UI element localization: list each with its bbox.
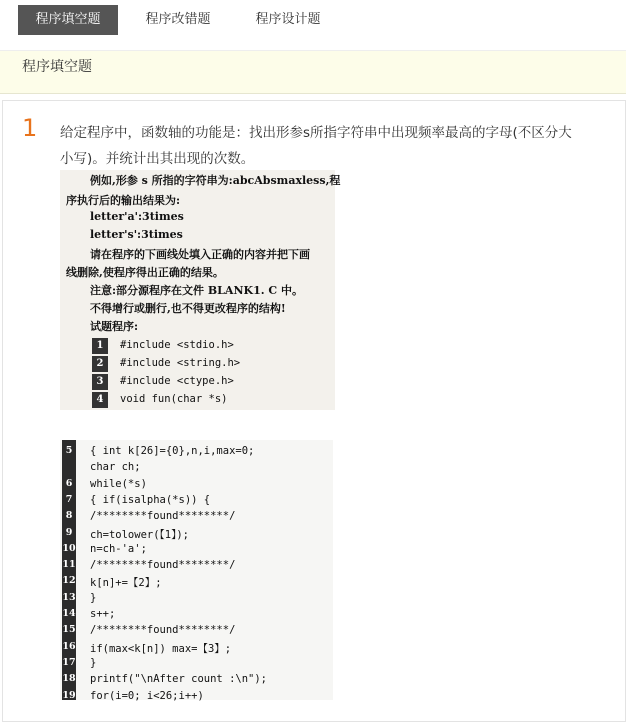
question-image-part2 <box>60 440 333 700</box>
code-line: { if(isalpha(*s)) { <box>90 493 211 506</box>
scan-text-line: 例如,形参 s 所指的字符串为:abcAbsmaxless,程 <box>90 174 341 187</box>
code-line-number: 8 <box>65 510 73 522</box>
code-line: { int k[26]={0},n,i,max=0; <box>90 445 255 457</box>
section-title: 程序填空题 <box>22 59 92 75</box>
code-line: #include <stdio.h> <box>120 339 234 351</box>
code-line-number: 1 <box>92 338 108 354</box>
code-line: while(*s) <box>90 477 147 490</box>
code-line: if(max<k[n]) max=【3】; <box>90 642 232 655</box>
scan-text-line: 不得增行或删行,也不得更改程序的结构! <box>90 302 286 315</box>
code-line: n=ch-'a'; <box>90 542 147 555</box>
code-line-number: 12 <box>62 575 76 587</box>
code-line-number: 11 <box>62 559 76 571</box>
code-line: } <box>90 656 97 669</box>
scan-text-line: 试题程序: <box>90 320 139 333</box>
scan-text-line: 注意:部分源程序在文件 BLANK1. C 中。 <box>90 284 303 297</box>
scan-text-line: letter'a':3times <box>90 210 184 223</box>
tab-fix-error[interactable]: 程序改错题 <box>145 12 211 27</box>
scan-text-line: letter's':3times <box>90 228 183 241</box>
scan-text-line: 线删除,使程序得出正确的结果。 <box>66 266 224 279</box>
code-line-number: 2 <box>92 356 108 372</box>
code-line-number: 6 <box>65 477 73 489</box>
code-line: ch=tolower(【1】); <box>90 528 190 541</box>
code-line-number: 3 <box>92 374 108 390</box>
code-line: #include <ctype.h> <box>120 375 234 387</box>
code-line: s++; <box>90 608 116 620</box>
question-image-part1 <box>60 170 341 410</box>
tab-program-design[interactable]: 程序设计题 <box>255 12 321 27</box>
code-line-number: 17 <box>62 656 76 668</box>
code-line: /********found********/ <box>90 510 236 523</box>
code-line-number: 5 <box>65 445 73 456</box>
code-line: printf("\nAfter count :\n"); <box>90 673 268 686</box>
code-line-number: 16 <box>62 640 76 652</box>
code-line-number: 13 <box>62 591 76 603</box>
code-line: void fun(char *s) <box>120 393 228 405</box>
scan-text-line: 序执行后的输出结果为: <box>66 194 181 207</box>
code-line: k[n]+=【2】; <box>90 577 162 590</box>
code-line-number: 18 <box>62 673 76 685</box>
question-text: 给定程序中，函数轴的功能是：找出形参s所指字符串中出现频率最高的字母(不区分大小写)。并统计出其出现的次数。 <box>60 125 572 167</box>
tab-fill-blank[interactable]: 程序填空题 <box>18 5 118 35</box>
code-line: for(i=0; i<26;i++) <box>90 689 204 702</box>
code-line-number: 14 <box>62 608 76 619</box>
code-line: /********found********/ <box>90 624 236 637</box>
code-line-number: 19 <box>62 689 76 701</box>
code-line-number: 10 <box>62 542 76 554</box>
code-line: /********found********/ <box>90 559 236 572</box>
tab-bar <box>0 0 626 50</box>
code-line-number: 4 <box>92 392 108 408</box>
section-header <box>0 50 626 94</box>
code-line-number: 9 <box>65 526 73 538</box>
code-line: char ch; <box>90 461 141 474</box>
question-number: 1 <box>22 114 38 142</box>
code-line: } <box>90 591 97 604</box>
code-line: #include <string.h> <box>120 357 241 369</box>
code-line-number: 7 <box>65 493 73 505</box>
scan-text-line: 请在程序的下画线处填入正确的内容并把下画 <box>90 248 310 261</box>
code-line-number: 15 <box>62 624 76 636</box>
